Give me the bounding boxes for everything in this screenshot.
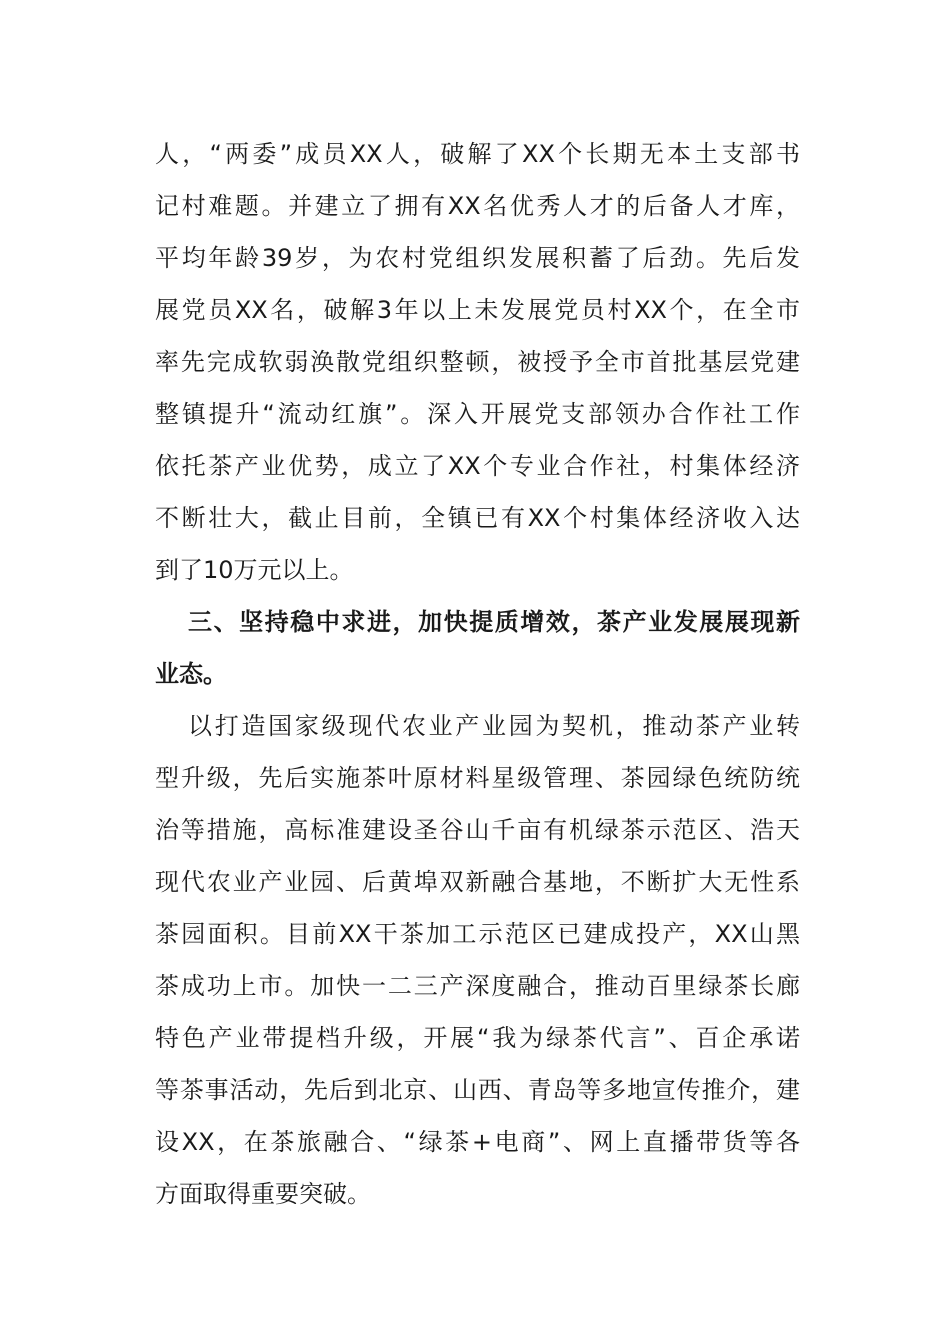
text-line: 依托茶产业优势，成立了XX个专业合作社，村集体经济	[155, 452, 800, 480]
text-line: 茶园面积。目前XX干茶加工示范区已建成投产，XX山黑	[155, 920, 800, 948]
document-body	[155, 128, 800, 1220]
text-line: 方面取得重要突破。	[155, 1180, 371, 1208]
text-line: 型升级，先后实施茶叶原材料星级管理、茶园绿色统防统	[155, 764, 800, 792]
text-line: 展党员XX名，破解3年以上未发展党员村XX个，在全市	[155, 296, 800, 324]
text-line: 现代农业产业园、后黄埠双新融合基地，不断扩大无性系	[155, 868, 800, 896]
text-line: 等茶事活动，先后到北京、山西、青岛等多地宣传推介，建	[155, 1076, 800, 1104]
text-line: 设XX，在茶旅融合、“绿茶+电商”、网上直播带货等各	[155, 1128, 800, 1156]
text-line: 平均年龄39岁，为农村党组织发展积蓄了后劲。先后发	[155, 244, 800, 272]
text-line: 人，“两委”成员XX人，破解了XX个长期无本土支部书	[155, 140, 800, 168]
text-line: 茶成功上市。加快一二三产深度融合，推动百里绿茶长廊	[155, 972, 800, 1000]
text-line: 不断壮大，截止目前，全镇已有XX个村集体经济收入达	[155, 504, 800, 532]
text-line: 率先完成软弱涣散党组织整顿，被授予全市首批基层党建	[155, 348, 800, 376]
paragraph-party-building	[155, 128, 800, 596]
text-line: 记村难题。并建立了拥有XX名优秀人才的后备人才库，	[155, 192, 800, 220]
section-heading-3	[155, 596, 800, 700]
text-line: 到了10万元以上。	[155, 556, 354, 584]
text-line: 治等措施，高标准建设圣谷山千亩有机绿茶示范区、浩天	[155, 816, 800, 844]
heading-line: 三、坚持稳中求进，加快提质增效，茶产业发展展现新	[188, 608, 800, 636]
text-line: 整镇提升“流动红旗”。深入开展党支部领办合作社工作	[155, 400, 800, 428]
text-line: 特色产业带提档升级，开展“我为绿茶代言”、百企承诺	[155, 1024, 800, 1052]
paragraph-tea-industry	[155, 700, 800, 1220]
heading-line: 业态。	[155, 660, 227, 688]
text-line: 以打造国家级现代农业产业园为契机，推动茶产业转	[188, 712, 800, 740]
